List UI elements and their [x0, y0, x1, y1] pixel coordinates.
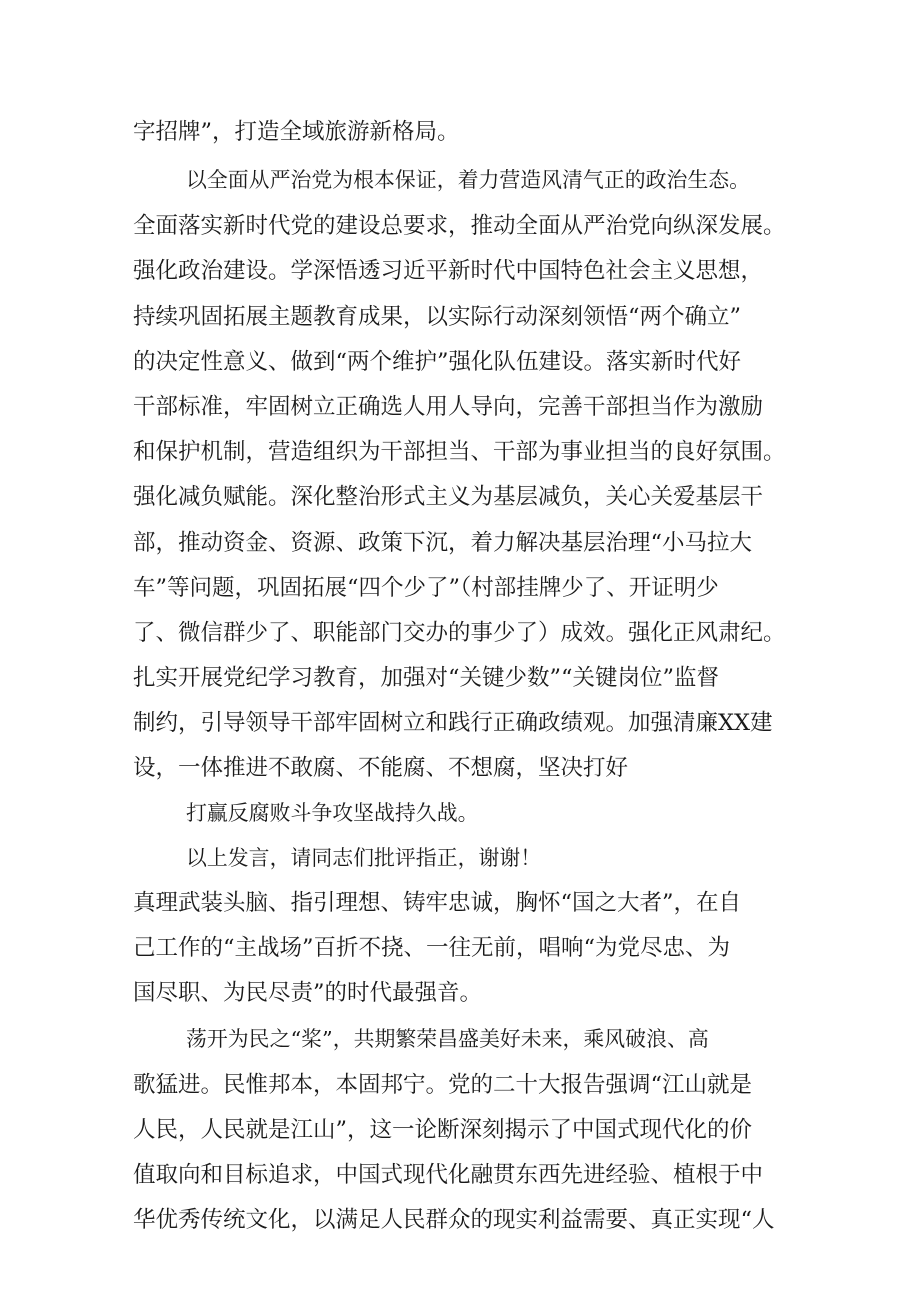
text-line: 真理武装头脑、指引理想、铸牢忠诚，胸怀“国之大者”，在自 [133, 890, 742, 916]
text-line: 持续巩固拓展主题教育成果，以实际行动深刻领悟“两个确立” [133, 304, 742, 330]
text-line: 车”等问题，巩固拓展“四个少了”（村部挂牌少了、开证明少 [133, 575, 719, 601]
paragraph-line-indented: 以上发言，请同志们批评指正，谢谢！ [186, 846, 542, 870]
text-line: 字招牌”，打造全域旅游新格局。 [133, 119, 460, 145]
text-line: 扎实开展党纪学习教育，加强对“关键少数”“关键岗位”监督 [133, 665, 720, 691]
text-line: 的决定性意义、做到“两个维护”强化队伍建设。落实新时代好 [133, 349, 742, 375]
text-line: 歌猛进。民惟邦本，本固邦宁。党的二十大报告强调“江山就是 [133, 1072, 753, 1098]
text-line: 和保护机制，营造组织为干部担当、干部为事业担当的良好氛围。 [133, 439, 786, 465]
text-line: 人民，人民就是江山”，这一论断深刻揭示了中国式现代化的价 [133, 1117, 753, 1143]
text-line: 值取向和目标追求，中国式现代化融贯东西先进经验、植根于中 [133, 1162, 764, 1188]
text-line: 强化政治建设。学深悟透习近平新时代中国特色社会主义思想， [133, 258, 764, 284]
text-line: 制约，引导领导干部牢固树立和践行正确政绩观。加强清廉XX建 [133, 710, 773, 736]
text-line: 华优秀传统文化，以满足人民群众的现实利益需要、真正实现“人 [133, 1207, 775, 1233]
text-line: 部，推动资金、资源、政策下沉，着力解决基层治理“小马拉大 [133, 530, 753, 556]
text-line: 设，一体推进不敢腐、不能腐、不想腐，坚决打好 [133, 755, 629, 781]
paragraph-line-indented: 以全面从严治党为根本保证，着力营造风清气正的政治生态。 [186, 168, 751, 192]
paragraph-line-indented: 打赢反腐败斗争攻坚战持久战。 [186, 801, 479, 825]
paragraph-line-indented: 荡开为民之“桨”，共期繁荣昌盛美好未来，乘风破浪、高 [186, 1027, 709, 1051]
text-line: 己工作的“主战场”百折不挠、一往无前，唱响“为党尽忠、为 [133, 935, 731, 961]
text-line: 全面落实新时代党的建设总要求，推动全面从严治党向纵深发展。 [133, 213, 786, 239]
text-line: 干部标准，牢固树立正确选人用人导向，完善干部担当作为激励 [133, 394, 764, 420]
text-line: 了、微信群少了、职能部门交办的事少了）成效。强化正风肃纪。 [133, 620, 786, 646]
text-line: 强化减负赋能。深化整治形式主义为基层减负，关心关爱基层干 [133, 484, 764, 510]
text-line: 国尽职、为民尽责”的时代最强音。 [133, 980, 483, 1006]
